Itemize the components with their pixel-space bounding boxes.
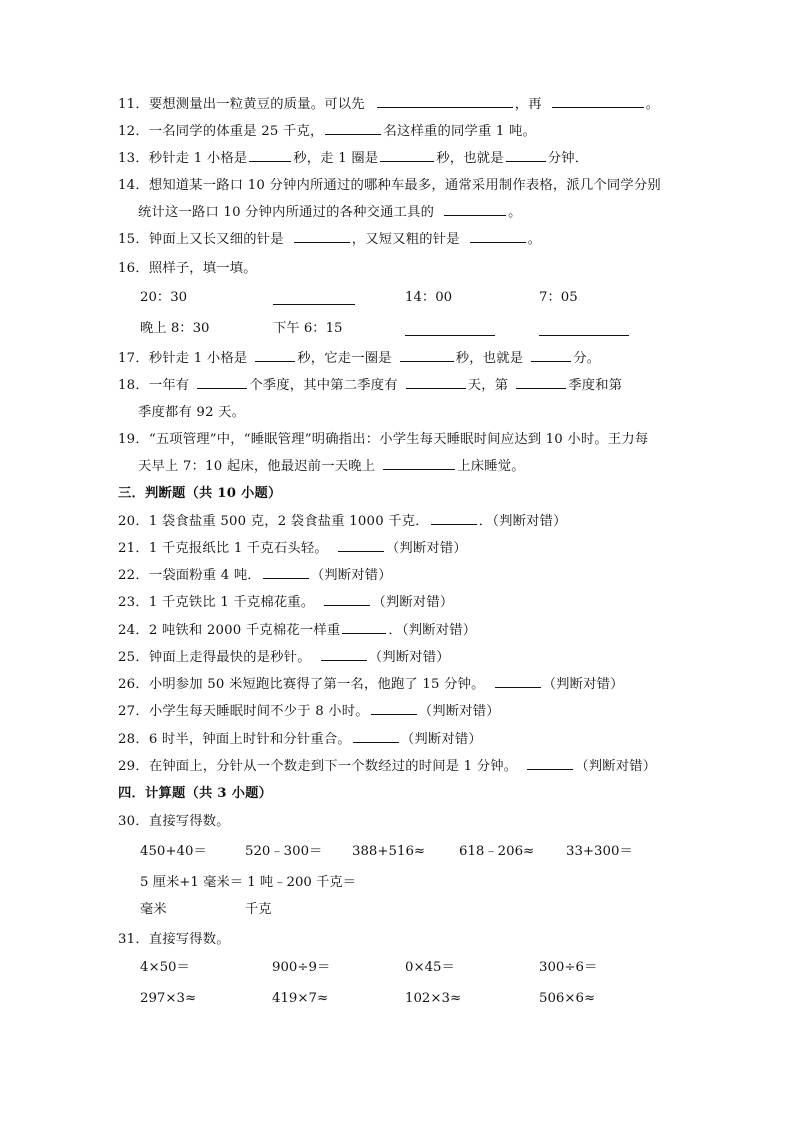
q26-tail: （判断对错）: [542, 677, 624, 692]
question-18-line-1: [118, 372, 622, 399]
q13-text-4: 分钟．: [547, 151, 589, 166]
question-19-line-1: 19．“五项管理”中，“睡眠管理”明确指出：小学生每天睡眠时间应达到 10 小时。王力每: [118, 432, 649, 447]
q13-text-2: 秒，走 1 圈是: [293, 151, 379, 166]
q16-blank-1[interactable]: [273, 303, 355, 305]
question-25: [118, 644, 450, 671]
q24-tail: ．（判断对错）: [388, 623, 477, 638]
q23-blank[interactable]: [324, 590, 370, 606]
q16-time-1: 20：30: [140, 290, 188, 305]
q30-item-4: 618﹣206≈: [459, 844, 535, 859]
q25-tail: （判断对错）: [368, 650, 450, 665]
q16-blank-3[interactable]: [539, 334, 629, 336]
q31-item-7: 102×3≈: [405, 991, 462, 1006]
q21-text: 21．1 千克报纸比 1 千克石头轻。: [118, 541, 328, 556]
q25-text: 25．钟面上走得最快的是秒针。: [118, 650, 311, 665]
q30-unit-2: 千克: [245, 902, 272, 917]
q28-text: 28．6 时半，钟面上时针和分针重合。: [118, 732, 351, 747]
q31-item-4: 300÷6＝: [539, 960, 598, 975]
question-26: [118, 671, 624, 698]
q11-text-2: ，再: [514, 97, 542, 112]
q13-blank-3[interactable]: [506, 146, 546, 162]
q30-item-1: 450+40＝: [140, 844, 207, 859]
question-15: [118, 226, 541, 253]
q21-tail: （判断对错）: [385, 541, 467, 556]
q14-text: 统计这一路口 10 分钟内所通过的各种交通工具的: [138, 205, 435, 220]
question-20: [118, 508, 567, 535]
q14-text-2: 。: [508, 205, 522, 220]
q11-text-3: 。: [645, 97, 660, 112]
q15-text: 15．钟面上又长又细的针是: [118, 232, 284, 247]
q27-blank[interactable]: [371, 699, 417, 715]
q13-blank-2[interactable]: [380, 146, 434, 162]
question-27: [118, 698, 500, 725]
q24-text: 24．2 吨铁和 2000 千克棉花一样重: [118, 623, 341, 638]
q29-text: 29．在钟面上，分针从一个数走到下一个数经过的时间是 1 分钟。: [118, 759, 518, 774]
q23-text: 23．1 千克铁比 1 千克棉花重。: [118, 595, 315, 610]
question-31-title: 31．直接写得数。: [118, 932, 230, 947]
q14-blank[interactable]: [444, 200, 506, 216]
q17-text-4: 分。: [573, 351, 601, 366]
q11-blank-1[interactable]: [377, 92, 513, 108]
q31-item-2: 900÷9＝: [272, 960, 331, 975]
q19-text: 天早上 7：10 起床，他最迟前一天晚上: [138, 459, 376, 474]
q11-blank-2[interactable]: [552, 92, 644, 108]
q13-text: 13．秒针走 1 小格是: [118, 151, 248, 166]
q15-blank-2[interactable]: [470, 227, 526, 243]
q29-tail: （判断对错）: [575, 759, 657, 774]
q20-tail: ．（判断对错）: [478, 514, 567, 529]
q17-text: 17．秒针走 1 小格是: [118, 351, 248, 366]
q29-blank[interactable]: [527, 754, 573, 770]
q12-blank[interactable]: [325, 119, 381, 135]
q18-text-4: 季度和第: [568, 378, 623, 393]
question-23: [118, 589, 453, 616]
q31-item-8: 506×6≈: [539, 991, 596, 1006]
question-19-line-2: [138, 453, 525, 480]
q27-tail: （判断对错）: [418, 704, 500, 719]
question-21: [118, 535, 467, 562]
q30-item-5: 33+300＝: [566, 844, 633, 859]
question-18-line-2: 季度都有 92 天。: [138, 405, 246, 420]
question-28: [118, 726, 482, 753]
q18-text: 18．一年有: [118, 378, 190, 393]
q16-time-5: 下午 6：15: [273, 321, 343, 336]
q31-item-1: 4×50＝: [140, 960, 190, 975]
q23-tail: （判断对错）: [372, 595, 454, 610]
q19-text-2: 上床睡觉。: [457, 459, 525, 474]
q30-item-3: 388+516≈: [352, 844, 426, 859]
q18-blank-3[interactable]: [516, 373, 566, 389]
q22-blank[interactable]: [263, 563, 309, 579]
q13-blank-1[interactable]: [249, 146, 291, 162]
q20-blank[interactable]: [431, 509, 477, 525]
question-30-title: 30．直接写得数。: [118, 814, 230, 829]
section-3-heading: 三．判断题（共 10 小题）: [118, 486, 282, 501]
q17-blank-1[interactable]: [255, 346, 295, 362]
q24-blank[interactable]: [342, 618, 386, 634]
question-14-line-1: 14．想知道某一路口 10 分钟内所通过的哪种车最多，通常采用制作表格，派几个同学分别: [118, 178, 661, 193]
section-4-heading: 四．计算题（共 3 小题）: [118, 786, 273, 801]
q13-text-3: 秒，也就是: [436, 151, 504, 166]
question-29: [118, 753, 656, 780]
q20-text: 20．1 袋食盐重 500 克，2 袋食盐重 1000 千克．: [118, 514, 429, 529]
q21-blank[interactable]: [338, 536, 384, 552]
q30-row-2: 5 厘米+1 毫米＝ 1 吨﹣200 千克＝: [140, 875, 357, 890]
q22-tail: （判断对错）: [310, 568, 392, 583]
q19-blank[interactable]: [383, 454, 455, 470]
q30-item-2: 520﹣300＝: [245, 844, 323, 859]
q17-text-3: 秒，也就是: [455, 351, 524, 366]
question-14-line-2: [138, 199, 522, 226]
q15-text-2: ，又短又粗的针是: [351, 232, 460, 247]
q16-blank-2[interactable]: [405, 334, 495, 336]
q16-time-4: 晚上 8：30: [140, 321, 210, 336]
q17-text-2: 秒，它走一圈是: [297, 351, 392, 366]
q25-blank[interactable]: [321, 645, 367, 661]
q18-blank-1[interactable]: [197, 373, 247, 389]
q26-text: 26．小明参加 50 米短跑比赛得了第一名，他跑了 15 分钟。: [118, 677, 485, 692]
question-16-title: 16．照样子，填一填。: [118, 261, 257, 276]
question-17: [118, 345, 600, 372]
q31-item-5: 297×3≈: [140, 991, 197, 1006]
q18-text-2: 个季度，其中第二季度有: [249, 378, 398, 393]
q26-blank[interactable]: [495, 672, 541, 688]
q31-item-6: 419×7≈: [272, 991, 329, 1006]
q22-text: 22．一袋面粉重 4 吨．: [118, 568, 261, 583]
q11-text: 11．要想测量出一粒黄豆的质量。可以先: [118, 97, 365, 112]
q15-text-3: 。: [527, 232, 542, 247]
q12-text: 12．一名同学的体重是 25 千克，: [118, 124, 324, 139]
q16-time-3: 7：05: [539, 290, 578, 305]
q31-item-3: 0×45＝: [405, 960, 455, 975]
q17-blank-2[interactable]: [400, 346, 454, 362]
q18-text-3: 天，第: [467, 378, 509, 393]
q28-tail: （判断对错）: [400, 732, 482, 747]
question-12: [118, 118, 536, 145]
q30-unit-1: 毫米: [140, 902, 167, 917]
q12-text-2: 名这样重的同学重 1 吨。: [383, 124, 536, 139]
question-24: [118, 617, 476, 644]
q18-blank-2[interactable]: [406, 373, 466, 389]
q16-time-2: 14：00: [405, 290, 453, 305]
q27-text: 27．小学生每天睡眠时间不少于 8 小时。: [118, 704, 369, 719]
question-13: [118, 145, 588, 172]
question-11: [118, 91, 659, 118]
q17-blank-3[interactable]: [531, 346, 571, 362]
q28-blank[interactable]: [353, 727, 399, 743]
question-22: [118, 562, 392, 589]
q15-blank-1[interactable]: [294, 227, 350, 243]
